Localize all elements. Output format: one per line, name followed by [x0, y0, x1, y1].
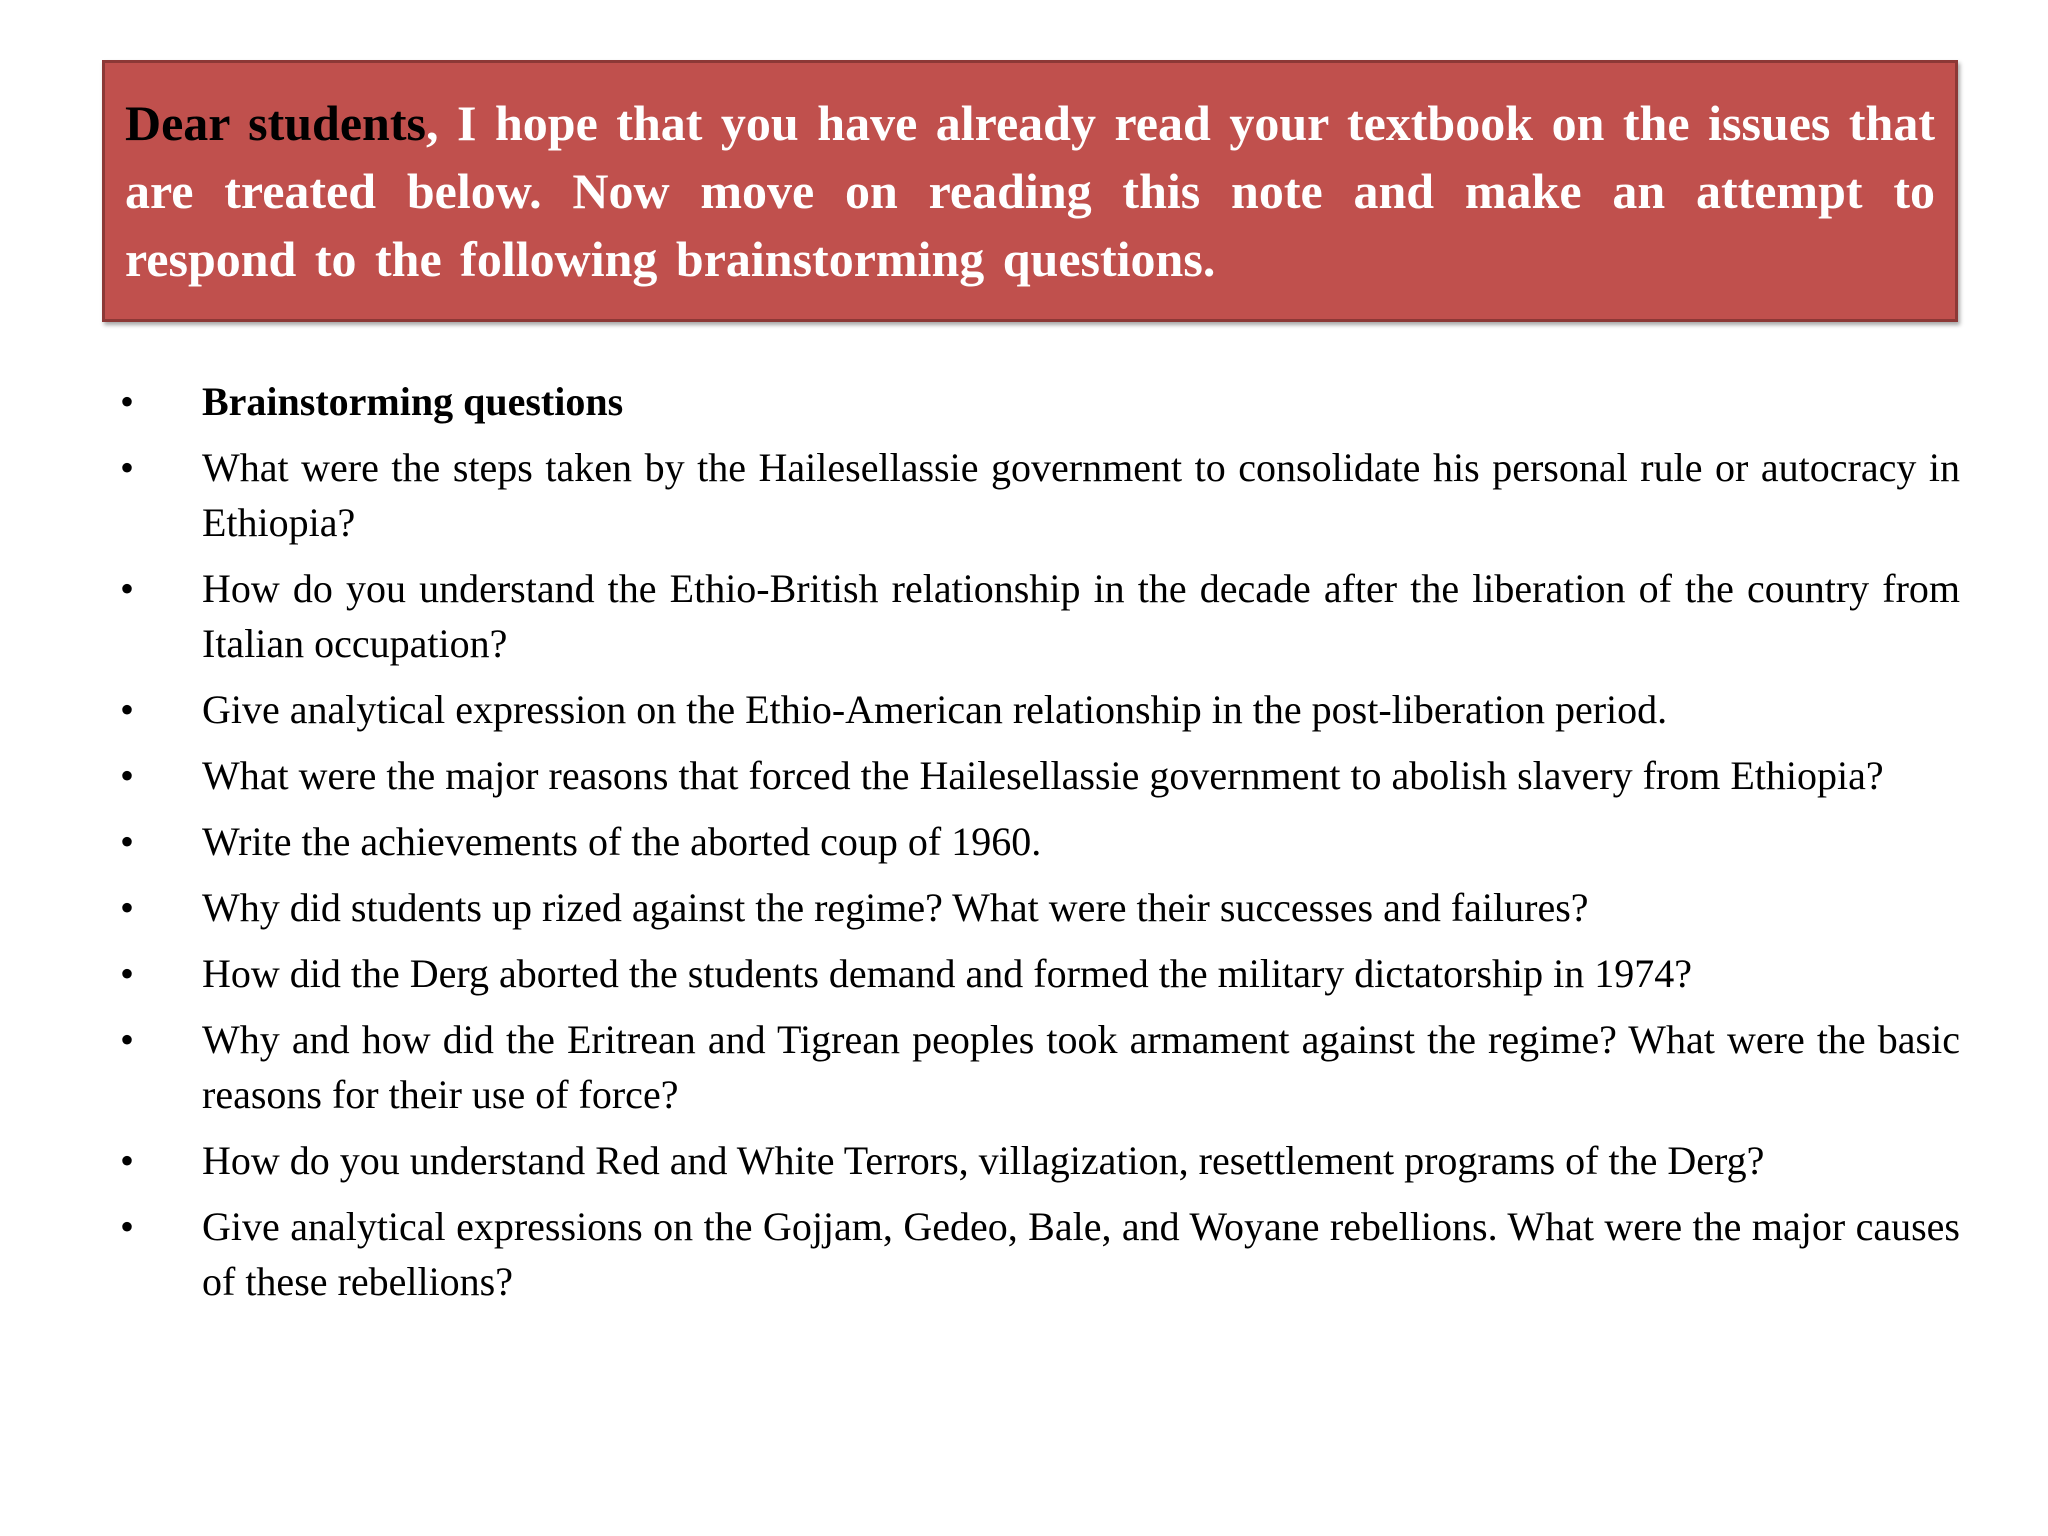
question-item: [120, 561, 1960, 671]
question-item: [120, 880, 1960, 935]
question-text: Give analytical expression on the Ethio-American relationship in the post-liberation period.: [202, 687, 1668, 732]
question-text: What were the steps taken by the Hailesellassie government to consolidate his personal rule or autocracy in Ethiopia?: [202, 445, 1960, 545]
question-text: What were the major reasons that forced the Hailesellassie government to abolish slavery from Ethiopia?: [202, 753, 1884, 798]
question-text: How did the Derg aborted the students demand and formed the military dictatorship in 1974?: [202, 951, 1693, 996]
bullet-icon: •: [120, 445, 135, 490]
bullet-icon: •: [120, 379, 135, 424]
intro-banner: [102, 60, 1958, 322]
question-text: Write the achievements of the aborted coup of 1960.: [202, 819, 1042, 864]
bullet-icon: •: [120, 1017, 135, 1062]
question-item: [120, 440, 1960, 550]
question-text: How do you understand the Ethio-British relationship in the decade after the liberation of the country from Italian occupation?: [202, 566, 1960, 666]
bullet-icon: •: [120, 1138, 135, 1183]
question-list-heading: [120, 374, 1960, 429]
question-item: [120, 1133, 1960, 1188]
bullet-icon: •: [120, 1204, 135, 1249]
question-item: [120, 1199, 1960, 1309]
intro-greeting: Dear students: [125, 95, 426, 151]
brainstorming-question-list: [120, 374, 1960, 1320]
bullet-icon: •: [120, 819, 135, 864]
bullet-icon: •: [120, 885, 135, 930]
intro-body: , I hope that you have already read your textbook on the issues that are treated below. Now move on reading this note and make an attempt to respond to the following brainstorming questions.: [125, 95, 1935, 287]
question-item: [120, 748, 1960, 803]
heading-text: Brainstorming questions: [202, 379, 624, 424]
question-text: Give analytical expressions on the Gojjam, Gedeo, Bale, and Woyane rebellions. What were the major causes of these rebellions?: [202, 1204, 1960, 1304]
question-text: How do you understand Red and White Terrors, villagization, resettlement programs of the Derg?: [202, 1138, 1765, 1183]
bullet-icon: •: [120, 566, 135, 611]
question-item: [120, 1012, 1960, 1122]
intro-text: [125, 89, 1935, 293]
question-item: [120, 946, 1960, 1001]
bullet-icon: •: [120, 951, 135, 996]
question-item: [120, 814, 1960, 869]
question-text: Why did students up rized against the regime? What were their successes and failures?: [202, 885, 1589, 930]
bullet-icon: •: [120, 687, 135, 732]
question-text: Why and how did the Eritrean and Tigrean peoples took armament against the regime? What were the basic reasons for their use of force?: [202, 1017, 1960, 1117]
bullet-icon: •: [120, 753, 135, 798]
question-item: [120, 682, 1960, 737]
